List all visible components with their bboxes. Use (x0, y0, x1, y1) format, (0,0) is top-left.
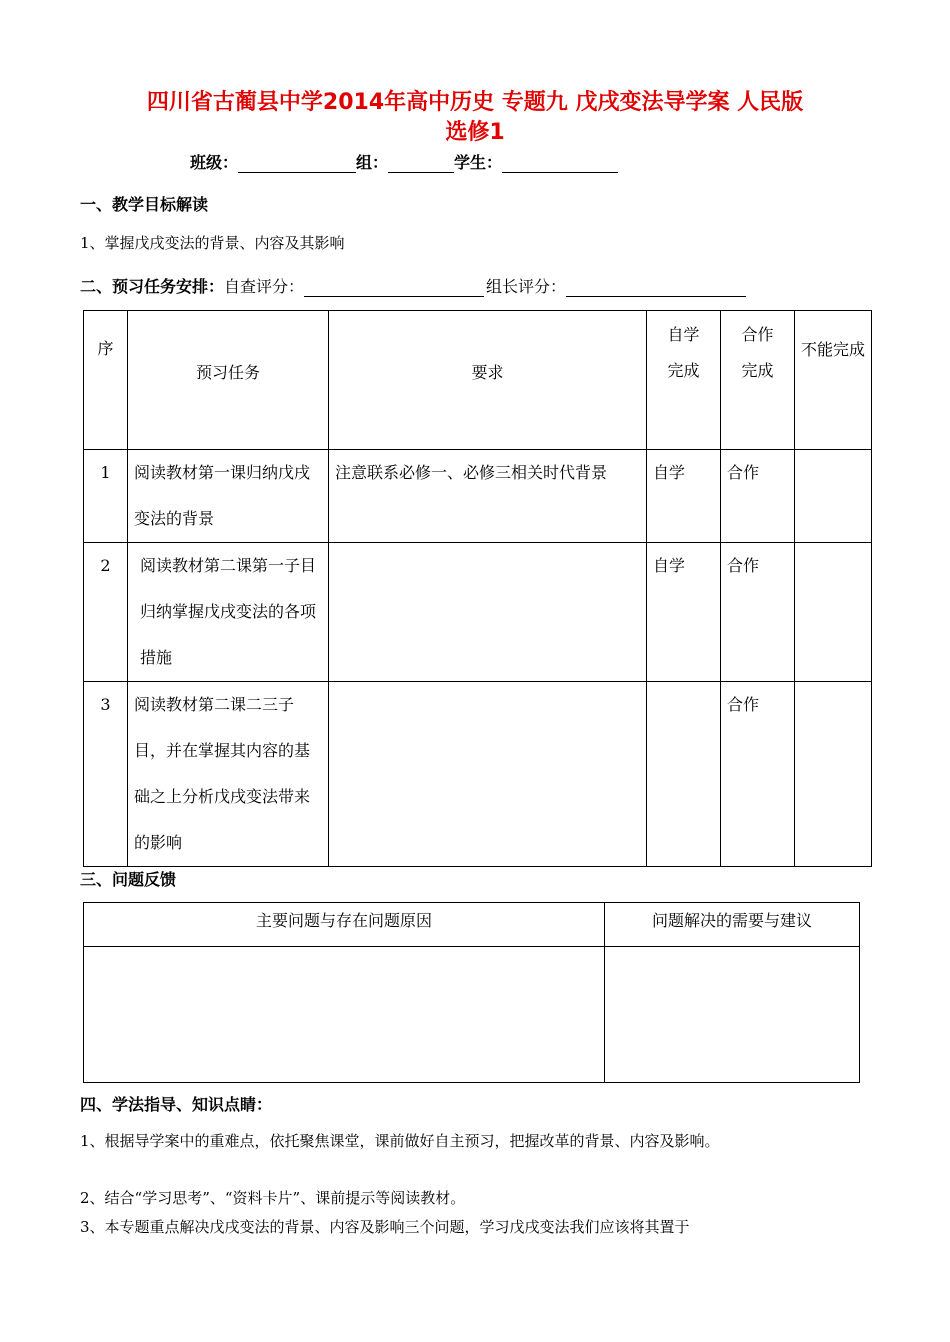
table-row (84, 450, 872, 543)
row-2-cooperate[interactable]: 合作 (721, 543, 795, 682)
feedback-table (83, 902, 860, 1083)
feedback-header-suggestions: 问题解决的需要与建议 (605, 903, 860, 947)
row-2-seq: 2 (84, 543, 128, 682)
table-row (84, 682, 872, 867)
title-line-2: 选修1 (445, 120, 505, 145)
section-4-item-3: 3、本专题重点解决戊戌变法的背景、内容及影响三个问题，学习戊戌变法我们应该将其置于 (80, 1218, 690, 1236)
header-unable (795, 311, 872, 450)
row-1-seq: 1 (84, 450, 128, 543)
feedback-suggestions-cell[interactable] (605, 947, 860, 1083)
table-row (84, 543, 872, 682)
preview-task-table (83, 310, 872, 867)
class-blank[interactable] (238, 154, 356, 173)
row-2-task: 阅读教材第二课第一子目归纳掌握戊戌变法的各项措施 (128, 543, 329, 682)
row-2-unable[interactable] (795, 543, 872, 682)
row-2-requirement (329, 543, 647, 682)
section-2-title: 二、预习任务安排： (80, 277, 225, 296)
student-blank[interactable] (502, 154, 618, 173)
row-3-seq: 3 (84, 682, 128, 867)
title-line-1: 四川省古蔺县中学2014年高中历史 专题九 戊戌变法导学案 人民版 (146, 90, 804, 115)
row-1-self-study[interactable]: 自学 (647, 450, 721, 543)
section-4-item-1: 1、根据导学案中的重难点，依托聚焦课堂，课前做好自主预习，把握改革的背景、内容及影响。 (80, 1132, 720, 1150)
section-2-heading (80, 274, 746, 297)
feedback-header-problems: 主要问题与存在问题原因 (84, 903, 605, 947)
row-1-cooperate[interactable]: 合作 (721, 450, 795, 543)
header-cooperate (721, 311, 795, 450)
feedback-input-row (84, 947, 860, 1083)
header-cooperate-text: 合作完成 (741, 325, 774, 380)
row-3-requirement (329, 682, 647, 867)
table-header-row (84, 311, 872, 450)
header-requirement: 要求 (329, 311, 647, 450)
header-task: 预习任务 (128, 311, 329, 450)
student-label: 学生： (454, 153, 503, 172)
section-3-heading: 三、问题反馈 (80, 870, 177, 889)
row-3-task: 阅读教材第二课二三子目，并在掌握其内容的基础之上分析戊戌变法带来的影响 (128, 682, 329, 867)
group-label: 组： (356, 153, 389, 172)
section-4-item-2: 2、结合“学习思考”、“资料卡片”、课前提示等阅读教材。 (80, 1189, 466, 1207)
row-2-self-study[interactable]: 自学 (647, 543, 721, 682)
leader-score-blank[interactable] (566, 278, 746, 297)
class-label: 班级： (190, 153, 239, 172)
header-unable-text: 不能完成 (801, 340, 866, 359)
section-4-heading: 四、学法指导、知识点睛： (80, 1095, 273, 1114)
row-1-task: 阅读教材第一课归纳戊戌变法的背景 (128, 450, 329, 543)
row-3-unable[interactable] (795, 682, 872, 867)
leader-score-label: 组长评分： (486, 277, 567, 296)
section-1-item-1: 1、掌握戊戌变法的背景、内容及其影响 (80, 234, 345, 252)
row-1-requirement: 注意联系必修一、必修三相关时代背景 (329, 450, 647, 543)
document-title (60, 88, 890, 148)
section-1-heading: 一、教学目标解读 (80, 195, 209, 214)
header-self-study (647, 311, 721, 450)
group-blank[interactable] (388, 154, 454, 173)
feedback-problems-cell[interactable] (84, 947, 605, 1083)
header-self-study-text: 自学完成 (667, 325, 700, 380)
row-3-self-study[interactable] (647, 682, 721, 867)
self-score-label: 自查评分： (224, 277, 305, 296)
student-info-line (190, 150, 618, 173)
feedback-header-row (84, 903, 860, 947)
row-3-cooperate[interactable]: 合作 (721, 682, 795, 867)
header-seq: 序 (84, 311, 128, 450)
row-1-unable[interactable] (795, 450, 872, 543)
self-score-blank[interactable] (304, 278, 484, 297)
